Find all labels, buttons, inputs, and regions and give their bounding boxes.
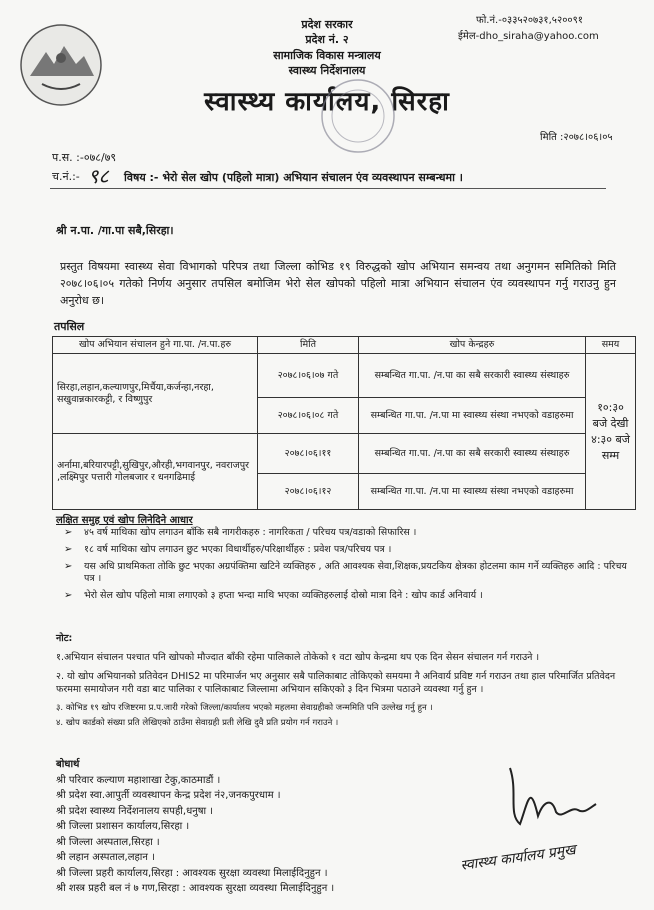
email-address: ईमेल-dho_siraha@yahoo.com — [458, 31, 599, 42]
directorate-line: स्वास्थ्य निर्देशनालय — [288, 64, 366, 77]
handwritten-signature — [500, 762, 600, 838]
header-time: समय — [586, 337, 636, 354]
letter-date: मिति :२०७८।०६।०५ — [540, 132, 613, 143]
center-cell: सम्बन्धित गा.पा. /न.पा मा स्वास्थ्य संस्था नभएको वडाहरुमा — [359, 474, 586, 510]
addressee: श्री न.पा. /गा.पा सबै,सिरहा। — [56, 224, 174, 237]
notes-heading: नोट: — [56, 633, 73, 644]
cc-section — [56, 757, 476, 897]
list-item: श्री प्रदेश स्वास्थ्य निर्देशनालय सपही,धनुषा । — [56, 805, 214, 817]
date-cell: २०७८।०६।११ — [258, 434, 359, 474]
list-item: श्री जिल्ला प्रहरी कार्यालय,सिरहा : आवश्यक सुरक्षा व्यवस्था मिलाईदिनुहुन । — [56, 867, 328, 879]
list-item: ➢ यस अधि प्राथमिकता तोकि छुट भएका अग्रपंक्तिमा खटिने व्यक्तिहरु , अति आवश्यक सेवा,शिक्षक,प्रयटकिय क्षेत्रका होटलमा काम गर्ने व्यक्तिहरु आदि : परिचय पत्र । — [64, 561, 627, 584]
area-cell: सिरहा,लहान,कल्याणपुर,मिर्चैया,कर्जन्हा,नरहा, सखुवान्नकारकट्टी, र विष्णुपुर — [53, 354, 258, 434]
note-item: २. यो खोप अभियानको प्रतिवेदन DHIS2 मा परिमार्जन भए अनुसार सबै पालिकाबाट तोकिएको समयमा नै अनिवार्य प्रविष्ट गर्न गराउन तथा हाल परिमार्जित प्रतिवेदन फरममा समायोजन गरी वडा बाट पालिका र पालिकाबाट जिल्लामा अभियान सकिएको ३ दिन भित्रमा पठाउने व्यवस्था गर्नु हुन । — [56, 671, 616, 695]
office-stamp — [318, 76, 398, 156]
notes-section — [56, 632, 634, 730]
chalani-label: च.नं.:- — [52, 170, 80, 183]
chalani-number: ९८ — [88, 164, 109, 188]
signature-title: स्वास्थ्य कार्यालय प्रमुख — [459, 842, 577, 874]
header-center: खोप केन्द्रहरु — [359, 337, 586, 354]
center-cell: सम्बन्धित गा.पा. /न.पा का सबै सरकारी स्वास्थ्य संस्थाहरु — [359, 434, 586, 474]
list-item: श्री जिल्ला प्रशासन कार्यालय,सिरहा । — [56, 821, 190, 832]
list-item: श्री शस्त्र प्रहरी बल नं ७ गण,सिरहा : आवश्यक सुरक्षा व्यवस्था मिलाईदिनुहुन । — [56, 883, 335, 894]
phone-number: फो.नं.-०३३५२०७३१,५२००९१ — [476, 15, 583, 26]
table-row — [53, 434, 636, 474]
list-item: श्री लहान अस्पताल,लहान । — [56, 852, 155, 863]
arrow-bullet-icon: ➢ — [64, 561, 73, 572]
table-row — [53, 354, 636, 398]
patra-sankhya: प.स. :-०७८/७९ — [52, 151, 117, 164]
note-item: १.अभियान संचालन पश्चात पनि खोपको मौज्दात बाँकी रहेमा पालिकाले तोकेको १ वटा खोप केन्द्रमा थप एक दिन सेसन संचालन गर्न गराउने । — [56, 652, 540, 663]
arrow-bullet-icon: ➢ — [64, 544, 73, 555]
eligibility-list — [62, 527, 636, 607]
header-date: मिति — [258, 337, 359, 354]
schedule-table — [52, 336, 636, 510]
office-title: स्वास्थ्य कार्यालय, सिरहा — [204, 87, 450, 117]
body-paragraph: प्रस्तुत विषयमा स्वास्थ्य सेवा विभागको परिपत्र तथा जिल्ला कोभिड १९ विरुद्धको खोप अभियान समन्वय तथा अनुगमन समितिको मिति २०७८।०६।०५ गतेको निर्णय अनुसार तपसिल बमोजिम भेरो सेल खोपको पहिलो मात्रा अभियान संचालन एंव व्यवस्थापन गर्नु गराउनु हुन अनुरोध छ। — [60, 260, 616, 307]
list-item: ➢ भेरो सेल खोप पहिलो मात्रा लगाएको ३ हप्ता भन्दा माथि भएका व्यक्तिहरुलाई दोस्रो मात्रा दिने : खोप कार्ड अनिवार्य । — [64, 590, 483, 601]
date-cell: २०७८।०६।०७ गते — [258, 354, 359, 398]
ministry-line: सामाजिक विकास मन्त्रालय — [273, 49, 381, 62]
date-cell: २०७८।०६।१२ — [258, 474, 359, 510]
eligibility-heading: लक्षित समुह एवं खोप लिनेदिने आधार — [56, 515, 193, 526]
list-item: ➢ ४५ वर्ष माथिका खोप लगाउन बाँकि सबै नागरीकहरु : नागरिकता / परिचय पत्र/वडाको सिफारिस । — [64, 527, 417, 538]
center-cell: सम्बन्धित गा.पा. /न.पा मा स्वास्थ्य संस्था नभएको वडाहरुमा — [359, 398, 586, 434]
table-caption: तपसिल — [54, 320, 85, 333]
arrow-bullet-icon: ➢ — [64, 590, 73, 601]
note-item: ४. खोप कार्डको संख्या प्रति लेखिएको ठाउँमा सेवाग्रही प्रती लेखि दुवै प्रति प्रयोग गर्न गराउने । — [56, 718, 339, 728]
list-item: श्री प्रदेश स्वा.आपुर्ती व्यवस्थापन केन्द्र प्रदेश नं२,जनकपुरधाम । — [56, 790, 281, 801]
subject-divider — [50, 188, 606, 189]
arrow-bullet-icon: ➢ — [64, 527, 73, 538]
date-cell: २०७८।०६।०८ गते — [258, 398, 359, 434]
time-cell: १०:३० बजे देखी ४:३० बजे सम्म — [586, 354, 636, 510]
list-item: श्री जिल्ला अस्पताल,सिरहा । — [56, 836, 160, 848]
cc-heading: बोधार्थ — [56, 759, 80, 770]
list-item: ➢ १८ वर्ष माथिका खोप लगाउन छुट भएका विधार्थीहरु/परिक्षार्थीहरु : प्रवेश पत्र/परिचय पत्र । — [64, 544, 392, 555]
subject-line: विषय :- भेरो सेल खोप (पहिलो मात्रा) अभियान संचालन एंव व्यवस्थापन सम्बन्धमा । — [124, 171, 463, 184]
table-header-row — [53, 337, 636, 354]
province-line: प्रदेश नं. २ — [305, 33, 349, 46]
area-cell: अर्नामा,बरियारपट्टी,सुखिपुर,औरही,भगवानपुर, नवराजपुर ,लक्ष्मिपुर पत्तारी गोलबजार र धनगढिमाई — [53, 434, 258, 510]
note-item: ३. कोभिड १९ खोप रजिष्टरमा प्र.प.जारी गरेको जिल्ला/कार्यालय भएको महलमा सेवाग्रहीको जन्ममिति पनि उल्लेख गर्नु हुन । — [56, 703, 433, 713]
center-cell: सम्बन्धित गा.पा. /न.पा का सबै सरकारी स्वास्थ्य संस्थाहरु — [359, 354, 586, 398]
list-item: श्री परिवार कल्याण महाशाखा टेकु,काठमाडौं । — [56, 774, 221, 786]
header-area: खोप अभियान संचालन हुने गा.पा. /न.पा.हरु — [53, 337, 258, 354]
government-line: प्रदेश सरकार — [301, 18, 353, 31]
